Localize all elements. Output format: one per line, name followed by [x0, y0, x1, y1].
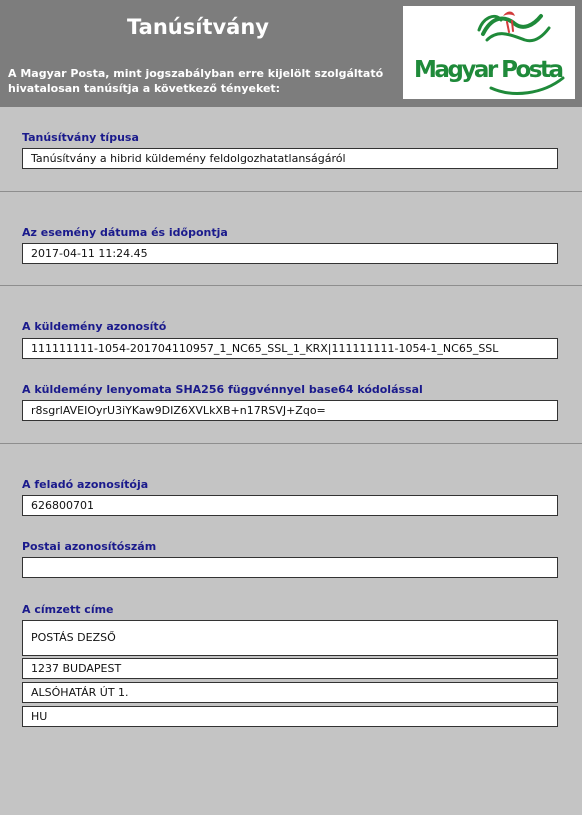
recipient-address-label: A címzett címe	[22, 603, 114, 616]
recipient-country-field: HU	[22, 706, 558, 727]
logo-text: Magyar Posta	[414, 57, 564, 83]
magyar-posta-logo	[403, 6, 575, 99]
shipment-id-field: 111111111-1054-201704110957_1_NC65_SSL_1_KRX|111111111-1054-1_NC65_SSL	[22, 338, 558, 359]
horn-logo-icon	[403, 6, 575, 99]
postal-id-label: Postai azonosítószám	[22, 540, 157, 553]
sender-id-field: 626800701	[22, 495, 558, 516]
recipient-street-field: ALSÓHATÁR ÚT 1.	[22, 682, 558, 703]
certificate-type-field: Tanúsítvány a hibrid küldemény feldolgozhatatlanságáról	[22, 148, 558, 169]
shipment-hash-label: A küldemény lenyomata SHA256 függvénnyel base64 kódolással	[22, 383, 423, 396]
postal-id-field	[22, 557, 558, 578]
divider	[0, 443, 582, 444]
recipient-city-field: 1237 BUDAPEST	[22, 658, 558, 679]
certificate-type-label: Tanúsítvány típusa	[22, 131, 139, 144]
divider	[0, 191, 582, 192]
recipient-name-field: POSTÁS DEZSŐ	[22, 620, 558, 656]
event-datetime-field: 2017-04-11 11:24.45	[22, 243, 558, 264]
intro-text: A Magyar Posta, mint jogszabályban erre kijelölt szolgáltató hivatalosan tanúsítja a következő tényeket:	[8, 67, 384, 95]
shipment-id-label: A küldemény azonosító	[22, 320, 167, 333]
event-datetime-label: Az esemény dátuma és időpontja	[22, 226, 228, 239]
page-title: Tanúsítvány	[127, 15, 269, 39]
divider	[0, 285, 582, 286]
certificate-header	[0, 0, 582, 107]
shipment-hash-field: r8sgrlAVEIOyrU3iYKaw9DIZ6XVLkXB+n17RSVJ+Zqo=	[22, 400, 558, 421]
sender-id-label: A feladó azonosítója	[22, 478, 149, 491]
